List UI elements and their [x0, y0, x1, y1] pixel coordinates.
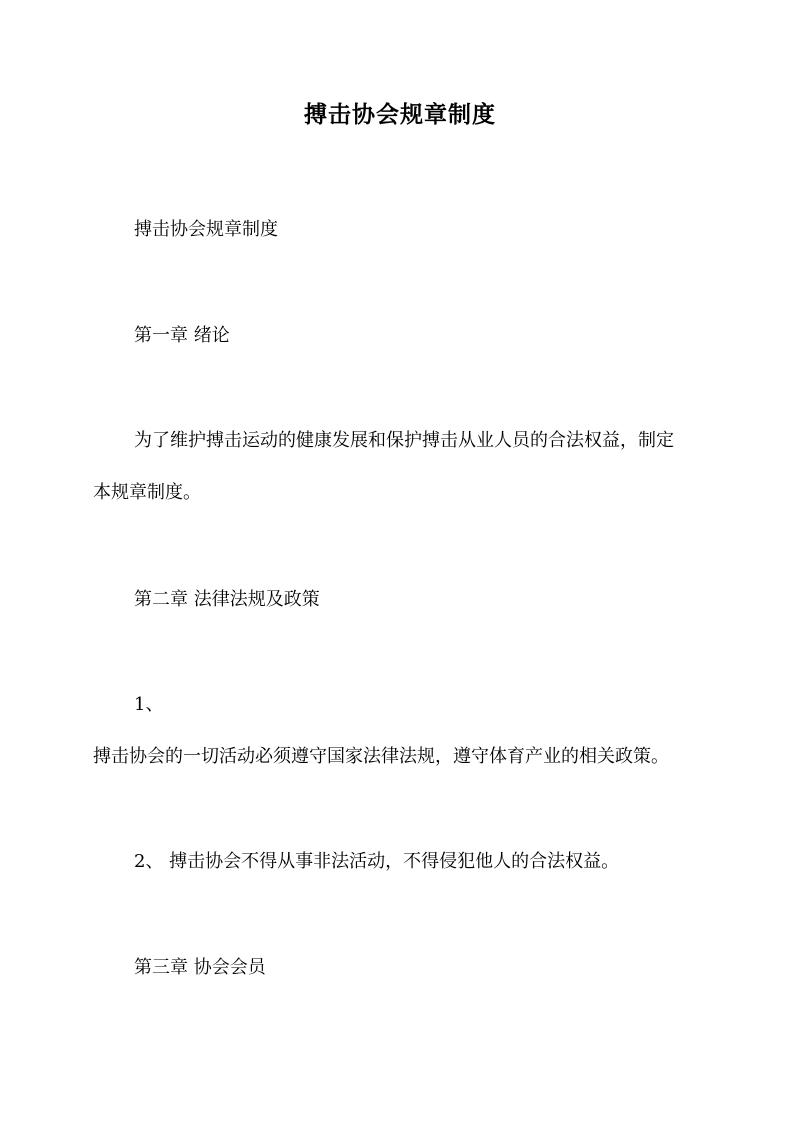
item-1-text: 搏击协会的一切活动必须遵守国家法律法规，遵守体育产业的相关政策。 — [93, 746, 669, 767]
chapter-2-heading: 第二章 法律法规及政策 — [134, 589, 320, 610]
chapter-1-text-line-2: 本规章制度。 — [93, 482, 201, 503]
item-2-text: 2、 搏击协会不得从事非法活动，不得侵犯他人的合法权益。 — [134, 851, 620, 872]
paragraph-heading: 搏击协会规章制度 — [134, 219, 278, 240]
document-title: 搏击协会规章制度 — [304, 101, 496, 128]
item-1-number: 1、 — [134, 694, 164, 715]
chapter-3-heading: 第三章 协会会员 — [134, 957, 266, 978]
chapter-1-text-line-1: 为了维护搏击运动的健康发展和保护搏击从业人员的合法权益，制定 — [134, 430, 674, 451]
chapter-1-heading: 第一章 绪论 — [134, 325, 230, 346]
